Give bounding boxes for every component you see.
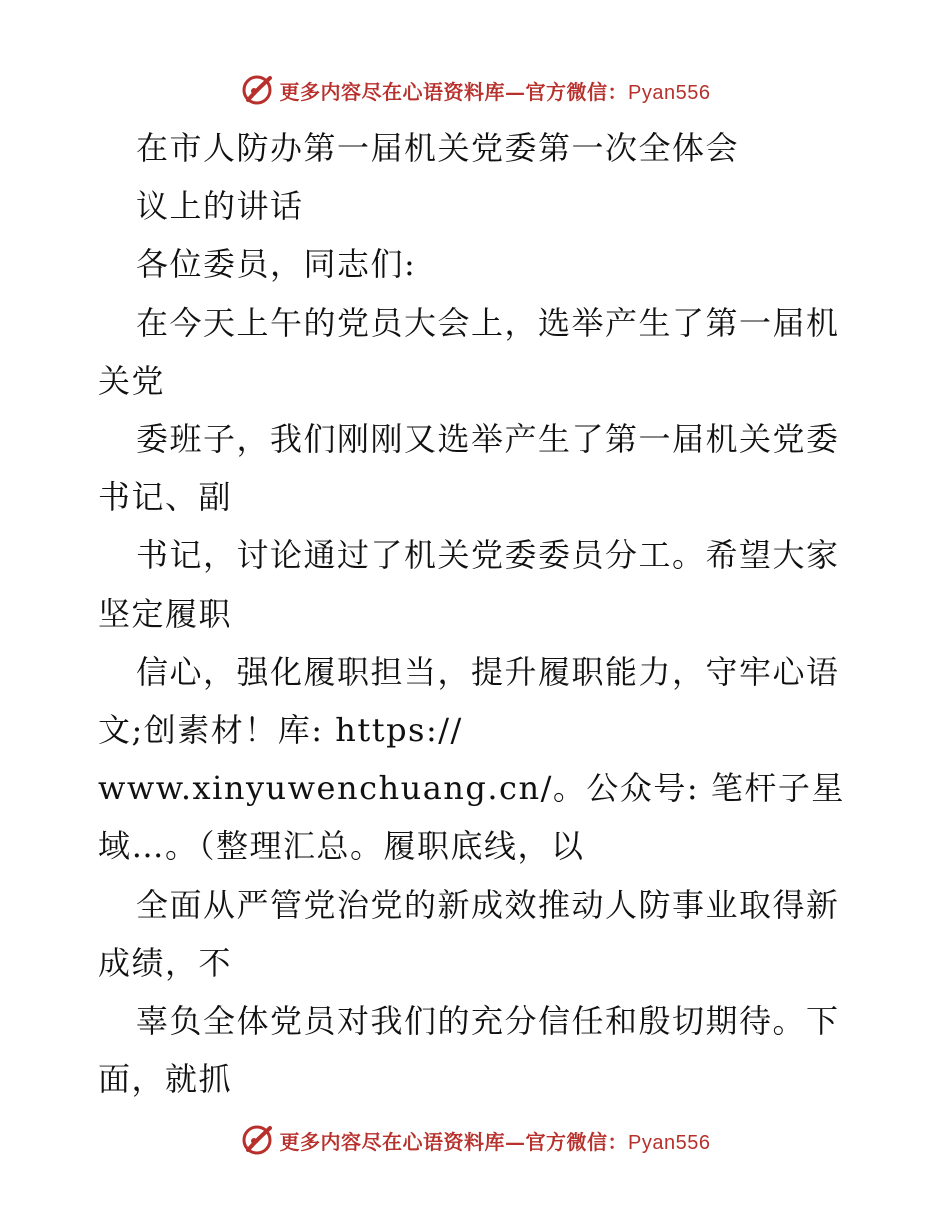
header-banner-account: Pyan556 bbox=[628, 81, 711, 104]
doc-paragraph-line: 委班子，我们刚刚又选举产生了第一届机关党委 bbox=[136, 420, 840, 458]
footer-banner bbox=[0, 1120, 950, 1160]
doc-paragraph-line: 关党 bbox=[98, 362, 166, 400]
footer-banner-account: Pyan556 bbox=[628, 1131, 711, 1154]
brush-logo-icon bbox=[240, 1123, 274, 1157]
doc-salutation: 各位委员，同志们: bbox=[136, 245, 417, 283]
doc-paragraph-line: 书记、副 bbox=[98, 478, 233, 516]
doc-paragraph-line: 成绩，不 bbox=[98, 944, 233, 982]
doc-title-line-1: 在市人防办第一届机关党委第一次全体会 bbox=[136, 129, 740, 167]
doc-paragraph-line: 面，就抓 bbox=[98, 1060, 233, 1098]
doc-paragraph-line: 在今天上午的党员大会上，选举产生了第一届机 bbox=[136, 304, 840, 342]
header-banner-text: 更多内容尽在心语资料库—官方微信：Pyan556 bbox=[279, 79, 711, 104]
doc-paragraph-line: 辜负全体党员对我们的充分信任和殷切期待。下 bbox=[136, 1002, 840, 1040]
header-banner bbox=[0, 70, 950, 110]
doc-paragraph-line: 全面从严管党治党的新成效推动人防事业取得新 bbox=[136, 886, 840, 924]
doc-paragraph-line: 信心，强化履职担当，提升履职能力，守牢心语 bbox=[136, 653, 840, 691]
brush-logo-icon bbox=[240, 73, 274, 107]
doc-paragraph-line: 文;创素材！库: https:// bbox=[98, 711, 463, 749]
doc-paragraph-line: www.xinyuwenchuang.cn/。公众号: 笔杆子星 bbox=[98, 769, 845, 807]
doc-title-line-2: 议上的讲话 bbox=[136, 187, 304, 225]
doc-paragraph-line: 书记，讨论通过了机关党委委员分工。希望大家 bbox=[136, 536, 840, 574]
doc-paragraph-line: 坚定履职 bbox=[98, 595, 233, 633]
doc-paragraph-line: 域…。（整理汇总。履职底线，以 bbox=[98, 827, 585, 865]
footer-banner-text: 更多内容尽在心语资料库—官方微信：Pyan556 bbox=[279, 1129, 711, 1154]
